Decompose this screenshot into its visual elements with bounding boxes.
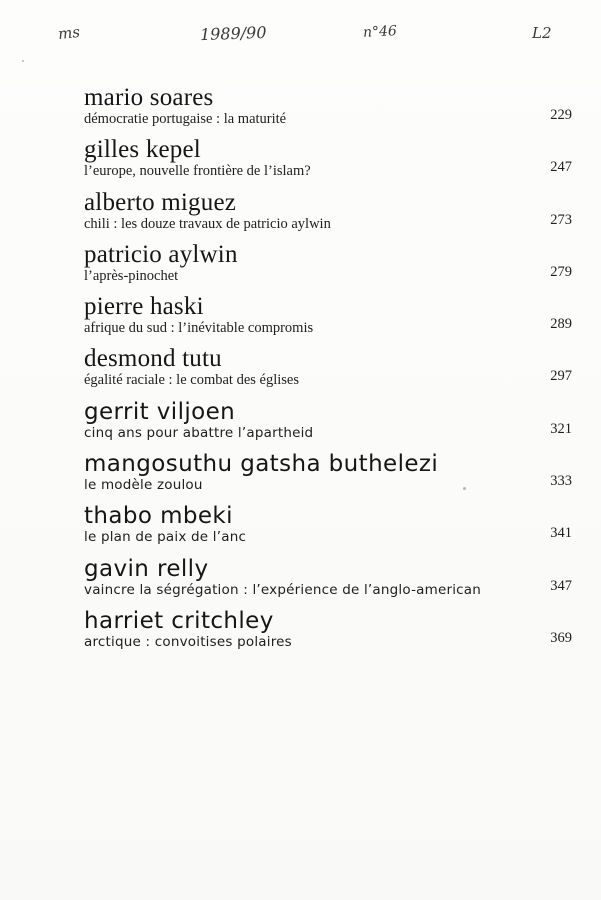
table-of-contents [84,83,572,658]
entry-page-number: 273 [550,211,572,228]
handwritten-year: 1989/90 [199,22,267,45]
handwritten-annotations [0,24,601,54]
entry-page-number: 229 [550,107,572,123]
entry-subtitle: afrique du sud : l’inévitable compromis [84,320,314,337]
handwritten-code: L2 [532,24,552,42]
entry-author: mangosuthu gatsha buthelezi [84,451,439,478]
entry-page-number: 341 [550,525,572,542]
entry-subtitle: démocratie portugaise : la maturité [84,111,287,127]
entry-author: harriet critchley [84,607,274,634]
entry-author: gerrit viljoen [84,398,236,425]
entry-page-number: 289 [550,316,572,333]
paper-speck [22,60,24,62]
toc-entry [84,501,572,553]
toc-entry [84,554,572,606]
entry-subtitle: le plan de paix de l’anc [84,529,247,546]
entry-author: patricio aylwin [84,240,238,268]
entry-page-number: 297 [550,368,572,385]
toc-entry [84,240,572,292]
entry-author: pierre haski [84,293,204,321]
entry-author: desmond tutu [84,345,222,373]
entry-page-number: 347 [550,577,572,594]
toc-entry [84,83,572,135]
toc-entry [84,188,572,240]
entry-page-number: 321 [550,420,572,437]
entry-subtitle: le modèle zoulou [84,477,203,494]
entry-page-number: 333 [550,473,572,490]
toc-entry [84,292,572,344]
entry-author: gavin relly [84,555,209,582]
entry-author: alberto miguez [84,188,237,216]
entry-subtitle: vaincre la ségrégation : l’expérience de l’anglo-american [84,581,482,598]
entry-author: gilles kepel [84,136,201,164]
toc-entry [84,135,572,187]
handwritten-issue-number: n°46 [362,23,398,41]
entry-subtitle: l’après-pinochet [84,267,179,284]
toc-entry [84,397,572,449]
paper-speck [463,487,466,490]
entry-page-number: 247 [550,159,572,176]
toc-entry [84,449,572,501]
entry-subtitle: chili : les douze travaux de patricio aylwin [84,215,331,232]
entry-page-number: 369 [550,629,572,646]
entry-subtitle: égalité raciale : le combat des églises [84,372,299,389]
handwritten-reference: ms [57,22,81,44]
entry-subtitle: arctique : convoitises polaires [84,633,292,650]
entry-subtitle: cinq ans pour abattre l’apartheid [84,424,314,441]
toc-entry [84,344,572,396]
toc-entry [84,606,572,658]
entry-author: mario soares [84,84,214,111]
entry-page-number: 279 [550,263,572,280]
entry-author: thabo mbeki [84,503,233,530]
entry-subtitle: l’europe, nouvelle frontière de l’islam? [84,163,311,180]
